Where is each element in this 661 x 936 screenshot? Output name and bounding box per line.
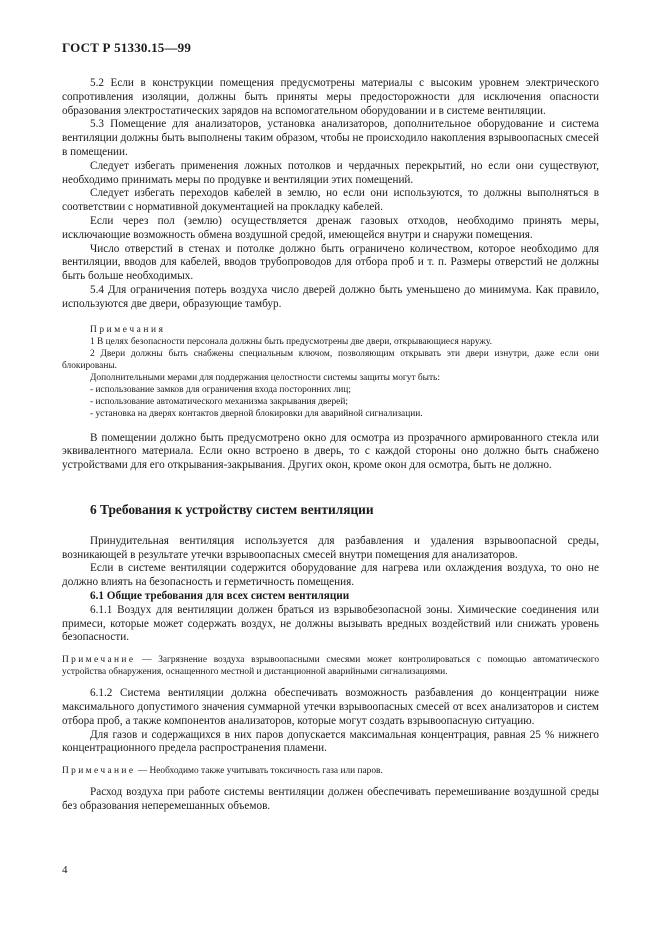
note-item: 2 Двери должны быть снабжены специальным ключом, позволяющим открывать эти двери изнутри, даже если они блокированы. [62, 348, 599, 371]
note-list-item: - использование автоматического механизма закрывания дверей; [90, 396, 348, 407]
paragraph-ceilings: Следует избегать применения ложных потолков и чердачных перекрытий, но если они существуют, необходимо принимать меры по продувке и вентиляции этих помещений. [62, 159, 599, 186]
paragraph-6-1-2: 6.1.2 Система вентиляции должна обеспечивать возможность разбавления до концентрации ниже максимального допустимого значения суммарной утечки взрывоопасных смесей от всех анализаторов и систем отбора проб, а также компонентов анализаторов, которые могут создать взрывоопасную ситуацию. [62, 687, 599, 727]
paragraph-cables: Следует избегать переходов кабелей в землю, но если они используются, то должны выполняться в соответствии с нормативной документацией на прокладку кабелей. [62, 187, 599, 214]
subsection-6-1-title: 6.1 Общие требования для всех систем вентиляции [90, 589, 350, 602]
section-6-title: 6 Требования к устройству систем вентиляции [90, 501, 374, 517]
note-toxicity [62, 765, 599, 777]
paragraph-air-flow: Расход воздуха при работе системы вентиляции должен обеспечивать перемешивание воздушной среды без образования неперемешанных объемов. [62, 786, 599, 812]
paragraph-openings: Число отверстий в стенах и потолке должно быть ограничено количеством, которое необходимо для вентиляции, вводов для кабелей, вводов трубопроводов для отбора проб и т. п. Размеры отверстий не должны быть больше необходимых. [62, 242, 599, 283]
note-label: Примечание [62, 766, 136, 777]
paragraph-gas-concentration: Для газов и содержащихся в них паров допускается максимальная концентрация, равная 25 % нижнего концентрационного предела распространения пламени. [62, 728, 599, 755]
paragraph-5-4: 5.4 Для ограничения потерь воздуха число дверей должно быть уменьшено до минимума. Как правило, используются две двери, образующие тамбур. [62, 283, 599, 310]
page-number: 4 [62, 864, 68, 876]
paragraph-heating-cooling: Если в системе вентиляции содержится оборудование для нагрева или охлаждения воздуха, то оно не должно влиять на безопасность и герметичность помещения. [62, 562, 599, 589]
paragraph-5-3: 5.3 Помещение для анализаторов, установка анализаторов, дополнительное оборудование и система вентиляции должны быть выполнены таким образом, чтобы не происходило накопления взрывоопасных смесей в помещении. [62, 118, 599, 158]
note-air-contamination [62, 654, 599, 678]
note-doors [62, 324, 599, 420]
paragraph-window: В помещении должно быть предусмотрено окно для осмотра из прозрачного армированного стекла или эквивалентного материала. Если окно встроено в дверь, то с каждой стороны оно должно быть снабжено устройствами для его открывания-закрывания. Других окон, кроме окон для осмотра, быть не должно. [62, 431, 599, 472]
document-header: ГОСТ Р 51330.15—99 [62, 40, 192, 55]
note-text: — Загрязнение воздуха взрывоопасными смесями может контролироваться с помощью автоматического устройства обнаружения, оснащенного местной и дистанционной аварийными сигнализациями. [62, 655, 600, 678]
paragraph-forced-ventilation: Принудительная вентиляция используется для разбавления и удаления взрывоопасной среды, возникающей в результате утечки взрывоопасных смесей внутри помещения для анализаторов. [62, 534, 599, 561]
note-list-item: - использование замков для ограничения входа посторонних лиц; [90, 384, 351, 395]
document-body [62, 77, 599, 814]
note-item: 1 В целях безопасности персонала должны быть предусмотрены две двери, открывающиеся наружу. [90, 336, 492, 347]
paragraph-5-2: 5.2 Если в конструкции помещения предусмотрены материалы с высоким уровнем электрического сопротивления изоляции, должны быть приняты меры предосторожности для исключения опасности образования электростатических зарядов на вспомогательном оборудовании и в системе вентиляции. [62, 77, 599, 117]
note-label: Примечание [62, 655, 136, 666]
paragraph-drainage: Если через пол (землю) осуществляется дренаж газовых отходов, необходимо принять меры, исключающие возможность обмена воздушной средой, имеющейся внутри и снаружи помещения. [62, 214, 599, 241]
note-text: — Необходимо также учитывать токсичность газа или паров. [137, 766, 383, 777]
note-item: Дополнительными мерами для поддержания целостности системы защиты могут быть: [90, 372, 440, 383]
note-title: Примечания [90, 324, 166, 335]
note-list-item: - установка на дверях контактов дверной блокировки для аварийной сигнализации. [90, 408, 423, 419]
paragraph-6-1-1: 6.1.1 Воздух для вентиляции должен браться из взрывобезопасной зоны. Химические соединения или примеси, которые может содержать воздух, не должны вызывать вредных воздействий или снижать уровень безопасности. [62, 603, 599, 644]
